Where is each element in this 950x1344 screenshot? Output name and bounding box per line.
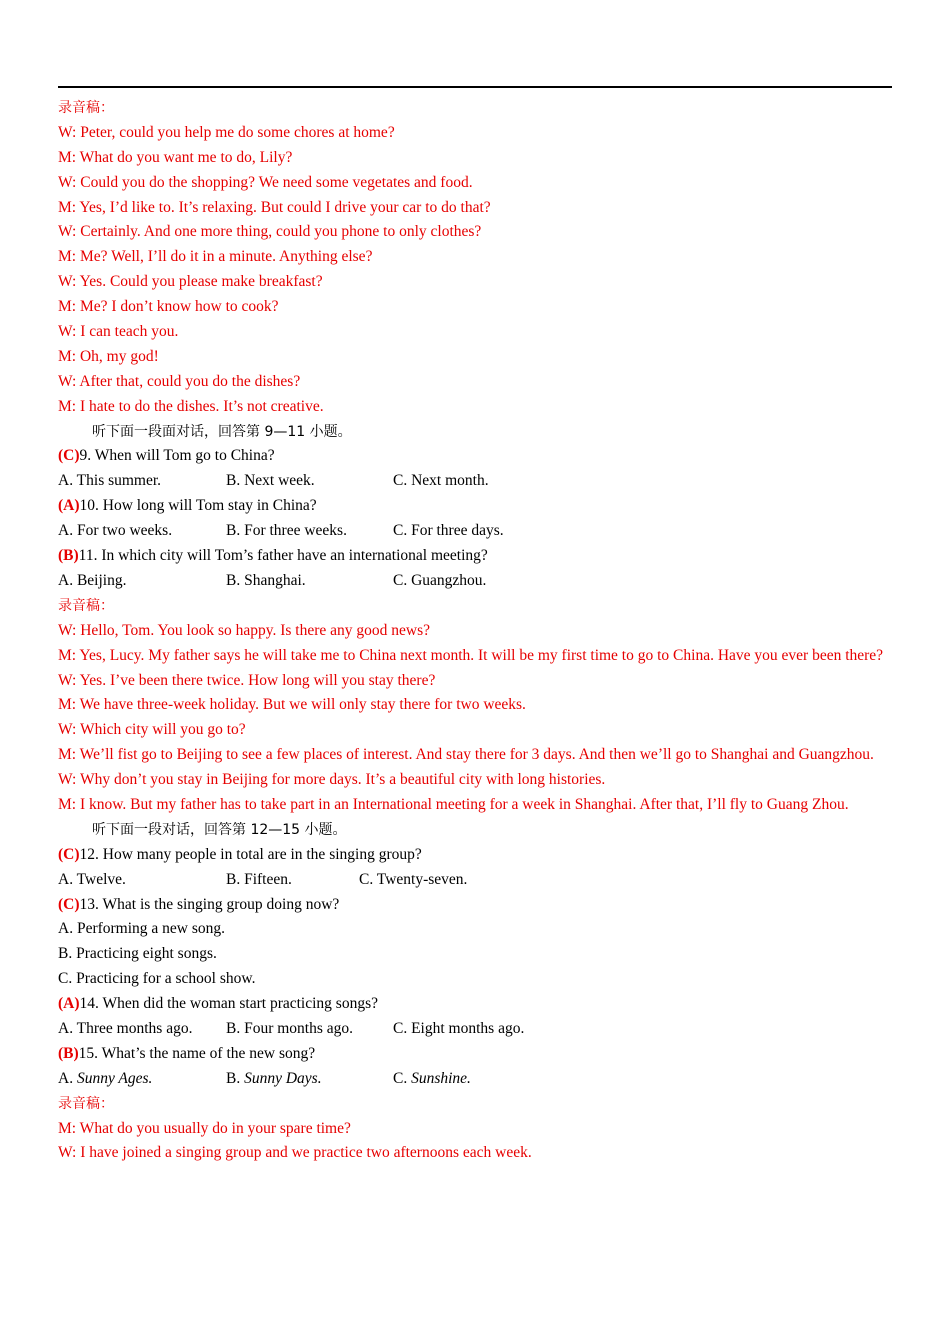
question-10	[58, 494, 892, 519]
dialogue-line: W: Peter, could you help me do some chores at home?	[58, 123, 395, 141]
option-letter: B.	[226, 1069, 245, 1087]
option-letter: A.	[58, 1069, 77, 1087]
option-a	[58, 1067, 226, 1092]
dialogue-line: W: After that, could you do the dishes?	[58, 372, 301, 390]
question-12	[58, 843, 892, 868]
option-b: B. Practicing eight songs.	[58, 945, 217, 963]
answer-key: (C)	[58, 895, 80, 913]
header-rule	[58, 86, 892, 88]
answer-key: (A)	[58, 995, 80, 1013]
script-label: 录音稿：	[58, 597, 114, 614]
question-text: 15. What’s the name of the new song?	[78, 1044, 316, 1062]
dialogue-line: M: Me? Well, I’ll do it in a minute. Anything else?	[58, 248, 373, 266]
option-b: B. Next week.	[226, 472, 315, 490]
dialogue-line: M: I know. But my father has to take part in an International meeting for a week in Shanghai. After that, I’ll fly to Guang Zhou.	[58, 795, 849, 813]
option-b: B. Four months ago.	[226, 1020, 354, 1037]
question-14	[58, 992, 892, 1017]
answer-key: (C)	[58, 845, 80, 863]
song-title: Sunny Days.	[244, 1069, 322, 1087]
dialogue-line: W: I can teach you.	[58, 323, 179, 341]
question-11	[58, 544, 892, 569]
options-11	[58, 569, 892, 594]
song-title: Sunny Ages.	[76, 1069, 153, 1087]
question-text: 11. In which city will Tom’s father have an international meeting?	[78, 547, 488, 565]
question-13	[58, 893, 892, 918]
dialogue-line: M: Yes, Lucy. My father says he will take me to China next month. It will be my first time to go to China. Have you ever been there?	[58, 646, 884, 664]
script-label: 录音稿：	[58, 100, 114, 116]
option-a: A. Three months ago.	[58, 1020, 193, 1037]
option-c: C. Guangzhou.	[393, 571, 487, 589]
song-title: Sunshine.	[411, 1069, 471, 1087]
option-a: A. This summer.	[58, 472, 162, 490]
question-text: 10. How long will Tom stay in China?	[79, 497, 317, 515]
dialogue-line: W: Could you do the shopping? We need some vegetates and food.	[58, 173, 473, 191]
dialogue-line: W: I have joined a singing group and we practice two afternoons each week.	[58, 1144, 532, 1162]
section-instruction: 听下面一段对话，回答第 12—15 小题。	[92, 821, 347, 838]
question-text: 13. What is the singing group doing now?	[79, 895, 340, 913]
worksheet-content	[58, 96, 892, 1166]
dialogue-line: W: Hello, Tom. You look so happy. Is there any good news?	[58, 621, 431, 639]
option-a: A. Beijing.	[58, 571, 127, 589]
options-10	[58, 519, 892, 544]
dialogue-line: W: Yes. Could you please make breakfast?	[58, 273, 323, 291]
question-15	[58, 1042, 892, 1067]
option-b	[226, 1067, 393, 1092]
options-9	[58, 469, 892, 494]
dialogue-line: W: Yes. I’ve been there twice. How long will you stay there?	[58, 671, 436, 689]
section-instruction: 听下面一段面对话，回答第 9—11 小题。	[92, 423, 352, 440]
answer-key: (B)	[58, 547, 79, 565]
question-text: 9. When will Tom go to China?	[79, 447, 275, 465]
option-a: A. Performing a new song.	[58, 920, 226, 938]
dialogue-line: M: Me? I don’t know how to cook?	[58, 298, 279, 316]
script-label: 录音稿：	[58, 1095, 114, 1112]
options-14	[58, 1017, 892, 1042]
answer-key: (A)	[58, 497, 80, 515]
dialogue-line: M: What do you want me to do, Lily?	[58, 148, 293, 166]
option-b: B. For three weeks.	[226, 522, 347, 540]
option-a: A. For two weeks.	[58, 522, 173, 540]
option-b: B. Fifteen.	[226, 870, 292, 888]
dialogue-line: M: Yes, I’d like to. It’s relaxing. But could I drive your car to do that?	[58, 198, 491, 216]
question-9	[58, 444, 892, 469]
dialogue-line: M: What do you usually do in your spare time?	[58, 1119, 351, 1137]
option-letter: C.	[393, 1069, 412, 1087]
options-12	[58, 868, 892, 893]
options-15	[58, 1067, 892, 1092]
answer-key: (C)	[58, 447, 80, 465]
option-c: C. Eight months ago.	[393, 1020, 525, 1037]
option-c	[393, 1067, 471, 1092]
option-c: C. Practicing for a school show.	[58, 970, 256, 988]
dialogue-line: M: We have three-week holiday. But we will only stay there for two weeks.	[58, 696, 526, 714]
question-text: 14. When did the woman start practicing songs?	[79, 995, 378, 1013]
option-a: A. Twelve.	[58, 870, 126, 888]
dialogue-line: M: Oh, my god!	[58, 347, 159, 365]
dialogue-line: M: I hate to do the dishes. It’s not creative.	[58, 397, 324, 415]
answer-key: (B)	[58, 1044, 79, 1062]
option-b: B. Shanghai.	[226, 571, 306, 589]
option-c: C. Twenty-seven.	[359, 870, 468, 888]
dialogue-line: M: We’ll fist go to Beijing to see a few places of interest. And stay there for 3 days. And then we’ll go to Shanghai and Guangzhou.	[58, 746, 874, 764]
option-c: C. For three days.	[393, 522, 504, 540]
dialogue-line: W: Why don’t you stay in Beijing for more days. It’s a beautiful city with long histories.	[58, 771, 606, 789]
option-c: C. Next month.	[393, 472, 489, 490]
question-text: 12. How many people in total are in the singing group?	[79, 845, 422, 863]
dialogue-line: W: Certainly. And one more thing, could you phone to only clothes?	[58, 223, 482, 241]
dialogue-line: W: Which city will you go to?	[58, 721, 246, 739]
